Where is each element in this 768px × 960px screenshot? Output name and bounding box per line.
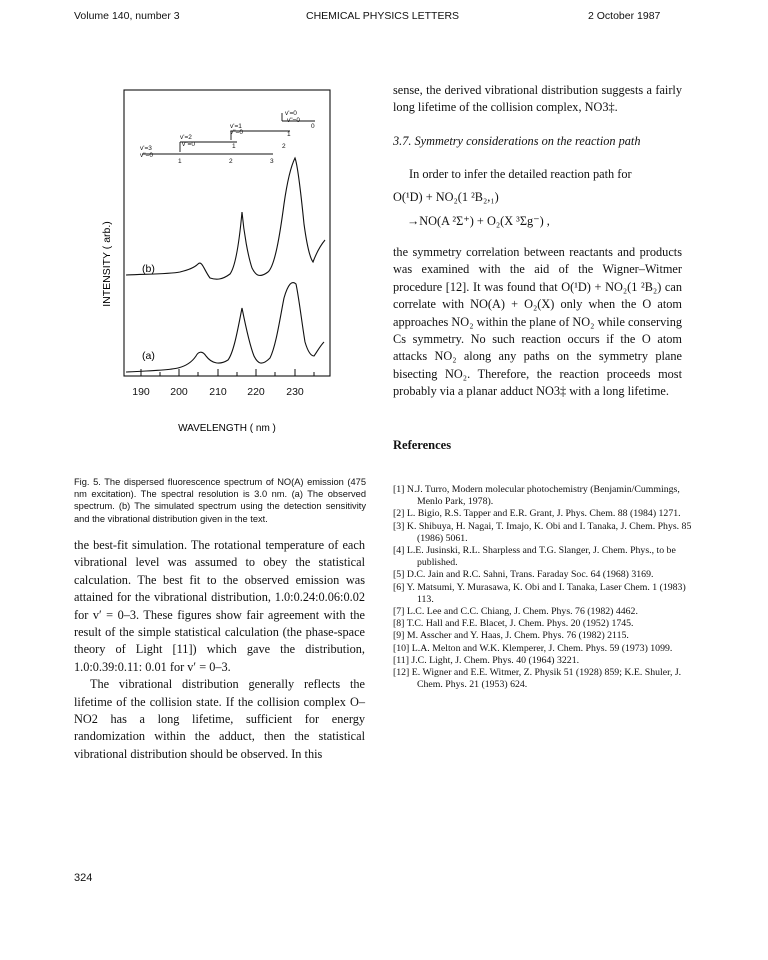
- paragraph: sense, the derived vibrational distribution suggests a fairly long lifetime of the collision complex, NO3‡.: [393, 83, 682, 115]
- right-column-body: [393, 244, 682, 401]
- x-tick-label: 210: [209, 386, 227, 398]
- reference-item: [9] M. Asscher and Y. Haas, J. Chem. Phys. 76 (1982) 2115.: [393, 630, 629, 642]
- left-column: [74, 537, 365, 763]
- header-journal: CHEMICAL PHYSICS LETTERS: [306, 10, 460, 22]
- level-label: v"=0: [287, 117, 300, 124]
- page-number: 324: [74, 872, 93, 884]
- figure-caption: Fig. 5. The dispersed fluorescence spectrum of NO(A) emission (475 nm excitation). The spectral resolution is 3.0 nm. (a) The observed spectrum. (b) The simulated spectrum using the detection sensitivity and the vibrational distribution given in the text.: [74, 477, 366, 524]
- label-b: (b): [142, 263, 155, 275]
- level-number: 2: [282, 143, 286, 150]
- x-tick-label: 200: [170, 386, 188, 398]
- references-heading: [393, 437, 682, 454]
- level-label: v'=3: [140, 145, 152, 152]
- simulated-spectrum-b: [126, 158, 325, 279]
- x-axis-label: WAVELENGTH ( nm ): [178, 423, 276, 434]
- reference-item: [5] D.C. Jain and R.C. Sahni, Trans. Faraday Soc. 64 (1968) 3169.: [393, 569, 654, 581]
- reference-item: [8] T.C. Hall and F.E. Blacet, J. Chem. Phys. 20 (1952) 1745.: [393, 618, 634, 630]
- level-label: v"=0: [140, 152, 153, 159]
- level-number: 1: [232, 143, 236, 150]
- level-number: 0: [311, 123, 315, 130]
- reference-item: [3] K. Shibuya, H. Nagai, T. Imajo, K. Obi and I. Tanaka, J. Chem. Phys. 85 (1986) 5061.: [393, 520, 692, 544]
- level-number: 3: [270, 158, 274, 165]
- y-axis-label: INTENSITY ( arb.): [101, 221, 113, 307]
- x-tick-label: 190: [132, 386, 150, 398]
- paragraph: The vibrational distribution generally reflects the lifetime of the collision state. If the collision complex O–NO2 has a long lifetime, sufficient for energy randomization within the adduct, then the statistical vibrational distribution should be observed. In this: [74, 677, 365, 761]
- observed-spectrum-a: [126, 283, 324, 372]
- reference-item: [2] L. Bigio, R.S. Tapper and E.R. Grant, J. Phys. Chem. 88 (1984) 1271.: [393, 508, 681, 520]
- level-label: v'=1: [230, 123, 242, 130]
- reference-item: [7] L.C. Lee and C.C. Chiang, J. Chem. Phys. 76 (1982) 4462.: [393, 606, 638, 618]
- x-tick-label: 220: [247, 386, 265, 398]
- references-title: References: [393, 438, 452, 452]
- section-title: 3.7. Symmetry considerations on the reaction path: [393, 134, 641, 148]
- level-number: 1: [178, 158, 182, 165]
- reference-item: [6] Y. Matsumi, Y. Murasawa, K. Obi and I. Tanaka, Laser Chem. 1 (1983) 113.: [393, 581, 686, 605]
- paragraph: In order to infer the detailed reaction path for: [409, 167, 632, 181]
- level-number: 1: [287, 131, 291, 138]
- level-number: 2: [229, 158, 233, 165]
- label-a: (a): [142, 350, 155, 362]
- level-label: v"=0: [182, 141, 195, 148]
- paragraph: the best-fit simulation. The rotational temperature of each vibrational level was assumed to obey the statistical calculation. The best fit to the observed emission was attained for the vibrational distribution, 1.0:0.24:0.06:0.02 for v′ = 0–3. These figures show fair agreement with the result of the simple statistical calculation (the phase-space theory of Light [11]) which gave the distribution, 1.0:0.39:0.11: 0.01 for v′ = 0–3.: [74, 538, 365, 674]
- figure-5: [101, 84, 365, 446]
- reference-item: [10] L.A. Melton and W.K. Klemperer, J. Chem. Phys. 59 (1973) 1099.: [393, 642, 673, 654]
- header-date: 2 October 1987: [588, 10, 661, 22]
- references-list: [393, 484, 693, 691]
- reference-item: [1] N.J. Turro, Modern molecular photochemistry (Benjamin/Cummings, Menlo Park, 1978).: [393, 484, 680, 508]
- level-label: v"=0: [230, 129, 243, 136]
- level-label: v'=2: [180, 134, 192, 141]
- x-tick-label: 230: [286, 386, 304, 398]
- equation-line-1: O(¹D) + NO₂(1 ²B₂,₁): [393, 190, 499, 205]
- level-label: v'=0: [285, 110, 297, 117]
- paragraph: the symmetry correlation between reactants and products was examined with the aid of the Wigner–Witmer procedure [12]. It was found that O(¹D) + NO₂(1 ²B₂) can correlate with NO(A) + O₂(X) only when the O atom approaches NO₂ within the plane of NO₂ while conserving Cs symmetry. No such reaction occurs if the O atom attacks NO₂ along any paths on the symmetry plane bisecting NO₂. Therefore, the reaction proceeds most probably via a planar adduct NO3‡ with a long lifetime.: [393, 245, 682, 399]
- reference-item: [4] L.E. Jusinski, R.L. Sharpless and T.G. Slanger, J. Chem. Phys., to be published.: [393, 545, 676, 569]
- plot-frame: [124, 90, 330, 376]
- reference-item: [11] J.C. Light, J. Chem. Phys. 40 (1964) 3221.: [393, 654, 580, 666]
- header-volume: Volume 140, number 3: [74, 10, 180, 22]
- right-column-top: [393, 82, 682, 117]
- reaction-intro: [393, 166, 682, 230]
- equation-line-2: →NO(A ²Σ⁺) + O₂(X ³Σg⁻) ,: [407, 213, 550, 228]
- section-heading: [393, 133, 682, 150]
- reference-item: [12] E. Wigner and E.E. Witmer, Z. Physik 51 (1928) 859; K.E. Shuler, J. Chem. Phys. 21 (1953) 624.: [393, 667, 682, 691]
